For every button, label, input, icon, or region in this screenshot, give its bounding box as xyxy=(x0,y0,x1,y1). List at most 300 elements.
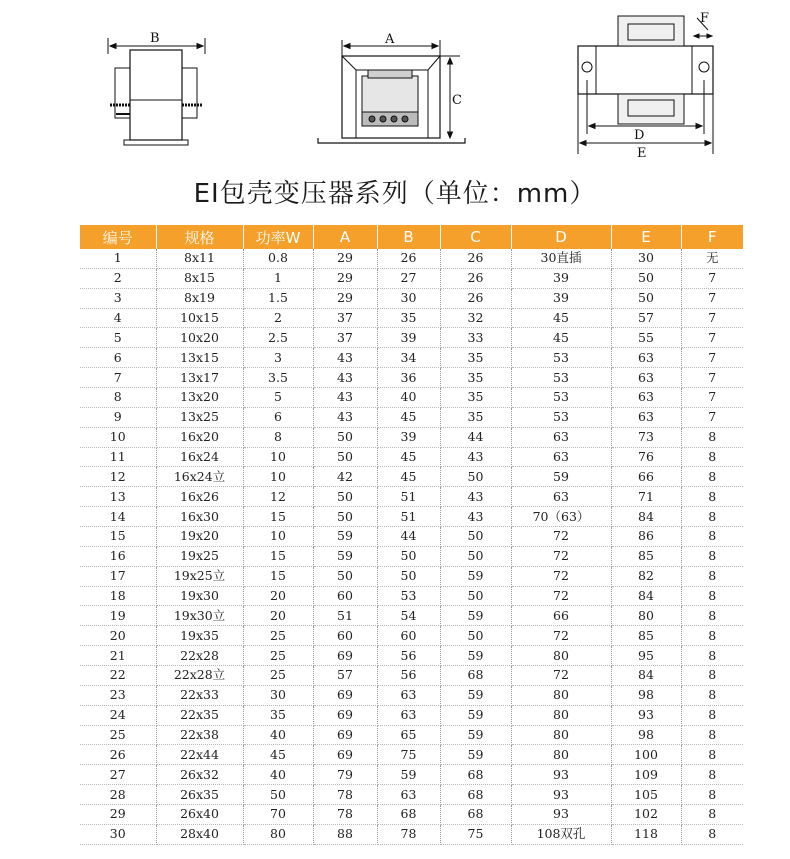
cell-e: 118 xyxy=(611,824,681,844)
cell-spec: 16x20 xyxy=(156,427,243,447)
side-view-diagram xyxy=(108,38,205,145)
cell-b: 26 xyxy=(377,249,440,268)
cell-d: 80 xyxy=(511,646,611,666)
cell-b: 51 xyxy=(377,507,440,527)
cell-a: 69 xyxy=(313,646,377,666)
cell-c: 68 xyxy=(440,805,511,825)
cell-d: 70（63） xyxy=(511,507,611,527)
cell-power: 30 xyxy=(243,685,313,705)
cell-number: 9 xyxy=(80,407,156,427)
page-title: EI包壳变压器系列（单位：mm） xyxy=(193,179,597,209)
cell-e: 93 xyxy=(611,705,681,725)
cell-number: 26 xyxy=(80,745,156,765)
cell-number: 8 xyxy=(80,388,156,408)
cell-number: 13 xyxy=(80,487,156,507)
cell-spec: 16x24立 xyxy=(156,467,243,487)
table-row xyxy=(80,626,743,646)
table-row xyxy=(80,566,743,586)
cell-number: 30 xyxy=(80,824,156,844)
cell-a: 43 xyxy=(313,407,377,427)
cell-spec: 19x30立 xyxy=(156,606,243,626)
cell-d: 108双孔 xyxy=(511,824,611,844)
cell-b: 75 xyxy=(377,745,440,765)
cell-power: 15 xyxy=(243,566,313,586)
cell-f: 8 xyxy=(681,527,743,547)
dimension-label-a: A xyxy=(385,32,395,47)
cell-f: 7 xyxy=(681,288,743,308)
cell-number: 6 xyxy=(80,348,156,368)
cell-b: 78 xyxy=(377,824,440,844)
cell-number: 24 xyxy=(80,705,156,725)
cell-d: 66 xyxy=(511,606,611,626)
cell-d: 63 xyxy=(511,427,611,447)
cell-b: 45 xyxy=(377,407,440,427)
cell-c: 59 xyxy=(440,705,511,725)
cell-e: 50 xyxy=(611,268,681,288)
header-spec: 规格 xyxy=(156,225,243,249)
cell-power: 1 xyxy=(243,268,313,288)
cell-number: 12 xyxy=(80,467,156,487)
cell-power: 70 xyxy=(243,805,313,825)
cell-b: 39 xyxy=(377,328,440,348)
cell-e: 85 xyxy=(611,546,681,566)
cell-spec: 22x35 xyxy=(156,705,243,725)
table-row xyxy=(80,407,743,427)
specification-table xyxy=(80,225,743,845)
cell-b: 35 xyxy=(377,308,440,328)
table-row xyxy=(80,447,743,467)
cell-spec: 13x20 xyxy=(156,388,243,408)
table-row xyxy=(80,249,743,268)
cell-power: 40 xyxy=(243,725,313,745)
cell-d: 72 xyxy=(511,626,611,646)
cell-number: 18 xyxy=(80,586,156,606)
header-a: A xyxy=(313,225,377,249)
cell-f: 7 xyxy=(681,268,743,288)
table-row xyxy=(80,765,743,785)
cell-a: 69 xyxy=(313,745,377,765)
cell-a: 69 xyxy=(313,685,377,705)
cell-f: 8 xyxy=(681,507,743,527)
cell-c: 35 xyxy=(440,407,511,427)
cell-power: 10 xyxy=(243,447,313,467)
cell-c: 26 xyxy=(440,288,511,308)
table-row xyxy=(80,348,743,368)
header-d: D xyxy=(511,225,611,249)
cell-spec: 16x30 xyxy=(156,507,243,527)
cell-a: 29 xyxy=(313,288,377,308)
cell-c: 59 xyxy=(440,745,511,765)
cell-e: 30 xyxy=(611,249,681,268)
table-row xyxy=(80,725,743,745)
cell-a: 60 xyxy=(313,586,377,606)
cell-number: 15 xyxy=(80,527,156,547)
header-number: 编号 xyxy=(80,225,156,249)
cell-power: 25 xyxy=(243,646,313,666)
cell-e: 82 xyxy=(611,566,681,586)
cell-a: 50 xyxy=(313,487,377,507)
cell-number: 16 xyxy=(80,546,156,566)
cell-f: 7 xyxy=(681,348,743,368)
cell-spec: 16x26 xyxy=(156,487,243,507)
table-row xyxy=(80,705,743,725)
cell-c: 35 xyxy=(440,368,511,388)
table-row xyxy=(80,805,743,825)
table-row xyxy=(80,507,743,527)
cell-d: 53 xyxy=(511,407,611,427)
cell-c: 59 xyxy=(440,725,511,745)
cell-power: 10 xyxy=(243,467,313,487)
cell-number: 3 xyxy=(80,288,156,308)
dimension-label-b: B xyxy=(150,31,160,46)
cell-b: 50 xyxy=(377,566,440,586)
cell-b: 34 xyxy=(377,348,440,368)
cell-b: 44 xyxy=(377,527,440,547)
cell-f: 8 xyxy=(681,765,743,785)
cell-a: 69 xyxy=(313,725,377,745)
cell-c: 35 xyxy=(440,348,511,368)
cell-spec: 19x20 xyxy=(156,527,243,547)
cell-e: 85 xyxy=(611,626,681,646)
cell-spec: 19x35 xyxy=(156,626,243,646)
cell-e: 63 xyxy=(611,407,681,427)
cell-b: 30 xyxy=(377,288,440,308)
cell-f: 8 xyxy=(681,646,743,666)
cell-a: 79 xyxy=(313,765,377,785)
dimension-label-e: E xyxy=(637,146,647,161)
cell-power: 20 xyxy=(243,606,313,626)
cell-spec: 22x28立 xyxy=(156,666,243,686)
cell-spec: 22x28 xyxy=(156,646,243,666)
transformer-drawings xyxy=(0,0,790,170)
cell-spec: 19x25立 xyxy=(156,566,243,586)
cell-a: 50 xyxy=(313,507,377,527)
cell-d: 59 xyxy=(511,467,611,487)
cell-spec: 8x11 xyxy=(156,249,243,268)
dimension-label-c: C xyxy=(452,93,462,108)
cell-c: 44 xyxy=(440,427,511,447)
cell-number: 25 xyxy=(80,725,156,745)
cell-c: 43 xyxy=(440,487,511,507)
cell-d: 72 xyxy=(511,527,611,547)
cell-number: 20 xyxy=(80,626,156,646)
cell-e: 76 xyxy=(611,447,681,467)
cell-a: 42 xyxy=(313,467,377,487)
cell-spec: 22x44 xyxy=(156,745,243,765)
cell-d: 39 xyxy=(511,268,611,288)
cell-b: 50 xyxy=(377,546,440,566)
cell-b: 53 xyxy=(377,586,440,606)
cell-power: 15 xyxy=(243,546,313,566)
table-row xyxy=(80,646,743,666)
cell-d: 93 xyxy=(511,765,611,785)
cell-a: 50 xyxy=(313,427,377,447)
dimension-diagrams xyxy=(0,0,790,170)
cell-power: 20 xyxy=(243,586,313,606)
cell-b: 27 xyxy=(377,268,440,288)
cell-d: 80 xyxy=(511,705,611,725)
cell-e: 73 xyxy=(611,427,681,447)
header-power: 功率W xyxy=(243,225,313,249)
table-row xyxy=(80,546,743,566)
cell-f: 8 xyxy=(681,626,743,646)
cell-c: 59 xyxy=(440,566,511,586)
cell-f: 7 xyxy=(681,308,743,328)
cell-a: 69 xyxy=(313,705,377,725)
cell-power: 1.5 xyxy=(243,288,313,308)
dimension-label-f: F xyxy=(700,11,710,26)
cell-f: 7 xyxy=(681,388,743,408)
cell-power: 5 xyxy=(243,388,313,408)
cell-number: 17 xyxy=(80,566,156,586)
cell-spec: 16x24 xyxy=(156,447,243,467)
cell-number: 22 xyxy=(80,666,156,686)
cell-c: 59 xyxy=(440,606,511,626)
cell-b: 56 xyxy=(377,646,440,666)
cell-a: 59 xyxy=(313,546,377,566)
table-row xyxy=(80,467,743,487)
cell-power: 3 xyxy=(243,348,313,368)
cell-b: 54 xyxy=(377,606,440,626)
cell-f: 7 xyxy=(681,407,743,427)
cell-f: 7 xyxy=(681,328,743,348)
cell-number: 23 xyxy=(80,685,156,705)
cell-a: 50 xyxy=(313,566,377,586)
table-row xyxy=(80,606,743,626)
cell-e: 57 xyxy=(611,308,681,328)
cell-spec: 28x40 xyxy=(156,824,243,844)
cell-a: 29 xyxy=(313,268,377,288)
table-row xyxy=(80,745,743,765)
cell-number: 2 xyxy=(80,268,156,288)
cell-b: 36 xyxy=(377,368,440,388)
cell-f: 8 xyxy=(681,586,743,606)
cell-spec: 13x25 xyxy=(156,407,243,427)
cell-e: 95 xyxy=(611,646,681,666)
cell-spec: 26x35 xyxy=(156,785,243,805)
cell-power: 25 xyxy=(243,666,313,686)
cell-spec: 8x15 xyxy=(156,268,243,288)
cell-c: 68 xyxy=(440,666,511,686)
cell-f: 8 xyxy=(681,824,743,844)
table-row xyxy=(80,268,743,288)
table-row xyxy=(80,308,743,328)
cell-d: 93 xyxy=(511,805,611,825)
cell-e: 80 xyxy=(611,606,681,626)
cell-f: 8 xyxy=(681,685,743,705)
cell-e: 98 xyxy=(611,685,681,705)
cell-f: 8 xyxy=(681,546,743,566)
cell-number: 5 xyxy=(80,328,156,348)
cell-d: 80 xyxy=(511,685,611,705)
top-view-diagram xyxy=(578,16,713,154)
table-row xyxy=(80,288,743,308)
cell-b: 59 xyxy=(377,765,440,785)
cell-power: 50 xyxy=(243,785,313,805)
cell-a: 88 xyxy=(313,824,377,844)
cell-e: 63 xyxy=(611,368,681,388)
cell-power: 25 xyxy=(243,626,313,646)
cell-b: 63 xyxy=(377,685,440,705)
cell-d: 63 xyxy=(511,487,611,507)
cell-a: 43 xyxy=(313,348,377,368)
cell-e: 102 xyxy=(611,805,681,825)
cell-f: 8 xyxy=(681,606,743,626)
cell-d: 72 xyxy=(511,586,611,606)
table-row xyxy=(80,527,743,547)
cell-number: 10 xyxy=(80,427,156,447)
cell-c: 26 xyxy=(440,268,511,288)
cell-b: 45 xyxy=(377,467,440,487)
cell-a: 43 xyxy=(313,388,377,408)
cell-power: 80 xyxy=(243,824,313,844)
cell-a: 60 xyxy=(313,626,377,646)
cell-power: 0.8 xyxy=(243,249,313,268)
cell-d: 72 xyxy=(511,666,611,686)
cell-d: 72 xyxy=(511,566,611,586)
cell-f: 8 xyxy=(681,725,743,745)
cell-power: 12 xyxy=(243,487,313,507)
cell-power: 2.5 xyxy=(243,328,313,348)
cell-b: 68 xyxy=(377,805,440,825)
cell-c: 50 xyxy=(440,586,511,606)
cell-power: 10 xyxy=(243,527,313,547)
cell-spec: 10x20 xyxy=(156,328,243,348)
cell-b: 65 xyxy=(377,725,440,745)
cell-d: 53 xyxy=(511,388,611,408)
cell-a: 78 xyxy=(313,785,377,805)
cell-a: 57 xyxy=(313,666,377,686)
cell-number: 14 xyxy=(80,507,156,527)
cell-power: 45 xyxy=(243,745,313,765)
dimension-label-d: D xyxy=(634,128,645,143)
cell-spec: 22x38 xyxy=(156,725,243,745)
cell-a: 78 xyxy=(313,805,377,825)
cell-spec: 13x17 xyxy=(156,368,243,388)
cell-c: 59 xyxy=(440,646,511,666)
cell-number: 7 xyxy=(80,368,156,388)
cell-a: 59 xyxy=(313,527,377,547)
cell-number: 29 xyxy=(80,805,156,825)
cell-d: 39 xyxy=(511,288,611,308)
cell-c: 33 xyxy=(440,328,511,348)
table-header-row xyxy=(80,225,743,249)
cell-e: 84 xyxy=(611,586,681,606)
cell-spec: 19x25 xyxy=(156,546,243,566)
cell-c: 43 xyxy=(440,507,511,527)
header-e: E xyxy=(611,225,681,249)
table-row xyxy=(80,368,743,388)
cell-e: 86 xyxy=(611,527,681,547)
cell-d: 30直插 xyxy=(511,249,611,268)
cell-number: 27 xyxy=(80,765,156,785)
cell-c: 68 xyxy=(440,785,511,805)
table-row xyxy=(80,388,743,408)
header-b: B xyxy=(377,225,440,249)
cell-a: 51 xyxy=(313,606,377,626)
cell-e: 105 xyxy=(611,785,681,805)
cell-power: 35 xyxy=(243,705,313,725)
front-view-diagram xyxy=(318,40,465,143)
cell-c: 50 xyxy=(440,467,511,487)
cell-e: 84 xyxy=(611,666,681,686)
cell-f: 8 xyxy=(681,427,743,447)
cell-power: 8 xyxy=(243,427,313,447)
cell-f: 8 xyxy=(681,745,743,765)
cell-f: 无 xyxy=(681,249,743,268)
cell-d: 53 xyxy=(511,348,611,368)
cell-b: 45 xyxy=(377,447,440,467)
cell-a: 50 xyxy=(313,447,377,467)
cell-e: 98 xyxy=(611,725,681,745)
cell-f: 8 xyxy=(681,447,743,467)
cell-c: 50 xyxy=(440,527,511,547)
cell-a: 37 xyxy=(313,328,377,348)
cell-f: 8 xyxy=(681,785,743,805)
cell-power: 15 xyxy=(243,507,313,527)
cell-c: 75 xyxy=(440,824,511,844)
cell-d: 93 xyxy=(511,785,611,805)
cell-number: 11 xyxy=(80,447,156,467)
cell-power: 3.5 xyxy=(243,368,313,388)
cell-d: 72 xyxy=(511,546,611,566)
header-c: C xyxy=(440,225,511,249)
cell-f: 7 xyxy=(681,368,743,388)
table-row xyxy=(80,785,743,805)
cell-spec: 26x40 xyxy=(156,805,243,825)
cell-e: 66 xyxy=(611,467,681,487)
cell-number: 21 xyxy=(80,646,156,666)
table-row xyxy=(80,666,743,686)
cell-a: 29 xyxy=(313,249,377,268)
table-row xyxy=(80,586,743,606)
cell-power: 6 xyxy=(243,407,313,427)
cell-b: 39 xyxy=(377,427,440,447)
cell-b: 63 xyxy=(377,705,440,725)
cell-f: 8 xyxy=(681,805,743,825)
cell-e: 63 xyxy=(611,348,681,368)
table-row xyxy=(80,427,743,447)
cell-c: 43 xyxy=(440,447,511,467)
cell-number: 1 xyxy=(80,249,156,268)
cell-number: 28 xyxy=(80,785,156,805)
cell-c: 26 xyxy=(440,249,511,268)
cell-spec: 19x30 xyxy=(156,586,243,606)
cell-a: 37 xyxy=(313,308,377,328)
cell-e: 55 xyxy=(611,328,681,348)
header-f: F xyxy=(681,225,743,249)
cell-f: 8 xyxy=(681,467,743,487)
table-row xyxy=(80,824,743,844)
cell-f: 8 xyxy=(681,566,743,586)
cell-e: 100 xyxy=(611,745,681,765)
cell-e: 63 xyxy=(611,388,681,408)
cell-spec: 10x15 xyxy=(156,308,243,328)
cell-c: 50 xyxy=(440,626,511,646)
cell-d: 63 xyxy=(511,447,611,467)
table-row xyxy=(80,328,743,348)
cell-c: 59 xyxy=(440,685,511,705)
table-body xyxy=(80,249,743,844)
table-row xyxy=(80,487,743,507)
cell-spec: 8x19 xyxy=(156,288,243,308)
cell-e: 50 xyxy=(611,288,681,308)
cell-b: 56 xyxy=(377,666,440,686)
cell-b: 51 xyxy=(377,487,440,507)
cell-d: 80 xyxy=(511,745,611,765)
cell-d: 80 xyxy=(511,725,611,745)
cell-spec: 22x33 xyxy=(156,685,243,705)
